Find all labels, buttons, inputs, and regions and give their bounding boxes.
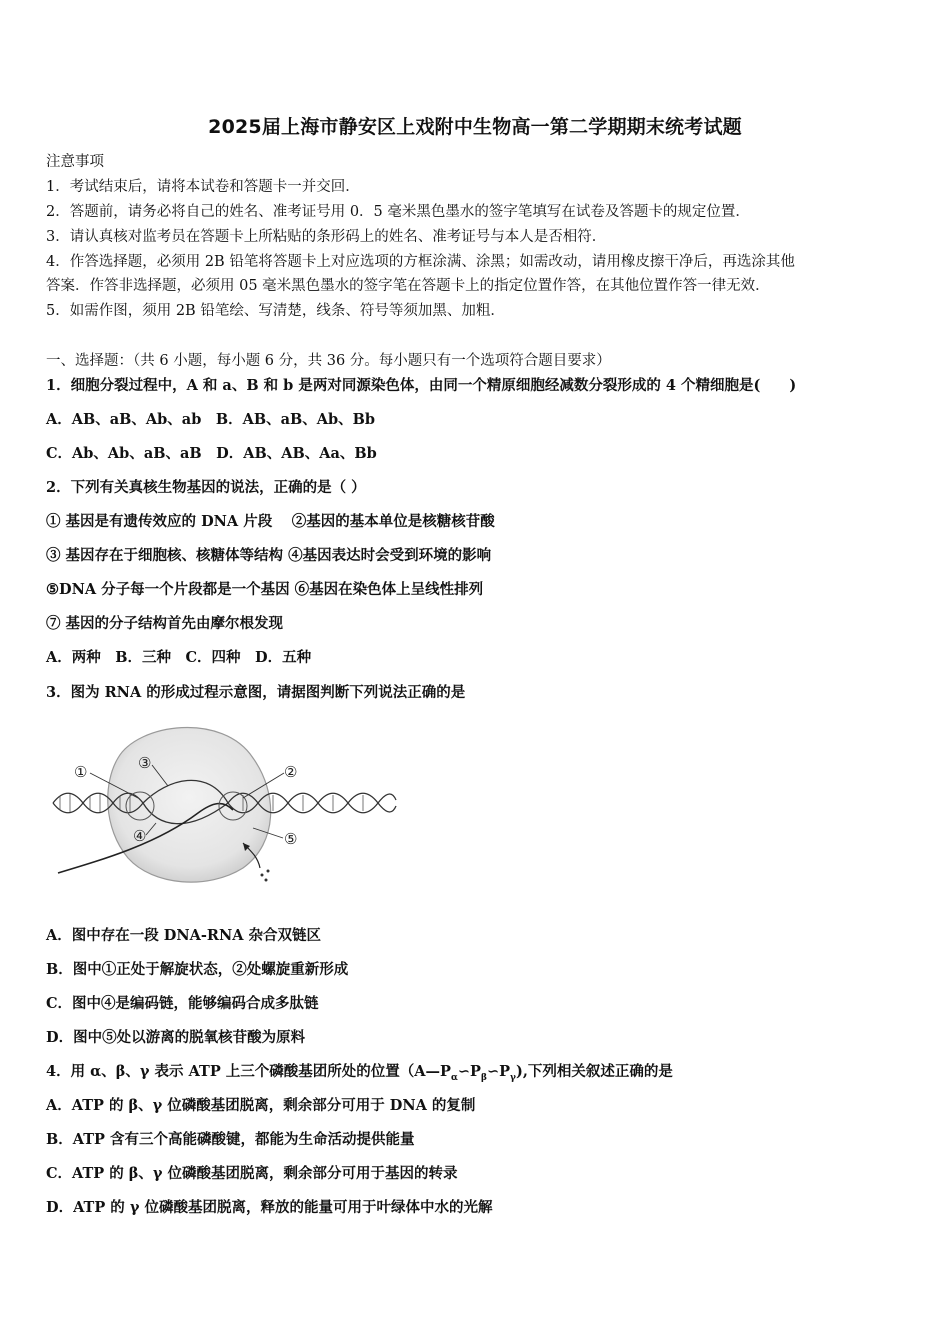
q2-stem: 2．下列有关真核生物基因的说法，正确的是（ ） xyxy=(46,479,366,496)
q4-stem-post: ),下列相关叙述正确的是 xyxy=(515,1063,673,1080)
label-1: ① xyxy=(74,763,88,781)
q1-options-cd: C．Ab、Ab、aB、aB D．AB、AB、Aa、Bb xyxy=(46,445,377,462)
q4-option-b: B．ATP 含有三个高能磷酸键，都能为生命活动提供能量 xyxy=(46,1131,415,1148)
q4-sym-1: ∽P xyxy=(457,1063,481,1080)
label-4: ④ xyxy=(133,827,147,845)
q4-sym-2: ∽P xyxy=(486,1063,510,1080)
q4-option-d: D．ATP 的 γ 位磷酸基团脱离，释放的能量可用于叶绿体中水的光解 xyxy=(46,1199,493,1216)
q4-sub-beta: β xyxy=(480,1072,487,1083)
label-3: ③ xyxy=(138,754,152,772)
q3-stem: 3．图为 RNA 的形成过程示意图，请据图判断下列说法正确的是 xyxy=(46,684,466,701)
notice-heading: 注意事项 xyxy=(46,154,104,170)
rna-polymerase-shape xyxy=(108,727,271,882)
q4-option-a: A．ATP 的 β、γ 位磷酸基团脱离，剩余部分可用于 DNA 的复制 xyxy=(46,1097,476,1114)
free-nucleotides xyxy=(261,870,270,882)
label-2: ② xyxy=(284,763,298,781)
notice-item-3: 3．请认真核对监考员在答题卡上所粘贴的条形码上的姓名、准考证号与本人是否相符． xyxy=(46,229,607,245)
q4-sub-gamma: γ xyxy=(510,1072,516,1083)
label-5: ⑤ xyxy=(284,830,298,848)
q3-option-b: B．图中①正处于解旋状态，②处螺旋重新形成 xyxy=(46,961,349,978)
transcription-diagram xyxy=(48,718,398,890)
q2-statement-4: ⑦ 基因的分子结构首先由摩尔根发现 xyxy=(46,615,284,632)
notice-item-4: 4．作答选择题，必须用 2B 铅笔将答题卡上对应选项的方框涂满、涂黑；如需改动，请用橡皮擦干净后，再选涂其他 xyxy=(46,254,795,270)
q4-option-c: C．ATP 的 β、γ 位磷酸基团脱离，剩余部分可用于基因的转录 xyxy=(46,1165,458,1182)
q4-sub-alpha: α xyxy=(450,1072,458,1083)
q3-option-a: A．图中存在一段 DNA-RNA 杂合双链区 xyxy=(46,927,321,944)
notice-item-1: 1．考试结束后，请将本试卷和答题卡一并交回． xyxy=(46,179,360,195)
q4-stem xyxy=(46,1062,916,1088)
section-heading: 一、选择题：（共 6 小题，每小题 6 分，共 36 分。每小题只有一个选项符合题目要求） xyxy=(46,353,611,369)
q4-stem-pre: 4．用 α、β、γ 表示 ATP 上三个磷酸基团所处的位置（A—P xyxy=(46,1063,451,1080)
q1-stem: 1．细胞分裂过程中，A 和 a、B 和 b 是两对同源染色体，由同一个精原细胞经减数分裂形成的 4 个精细胞是( ) xyxy=(46,377,797,394)
q2-statement-3: ⑤DNA 分子每一个片段都是一个基因 ⑥基因在染色体上呈线性排列 xyxy=(46,581,484,598)
notice-item-5: 5．如需作图，须用 2B 铅笔绘、写清楚，线条、符号等须加黑、加粗． xyxy=(46,303,505,319)
notice-item-4-cont: 答案．作答非选择题，必须用 05 毫米黑色墨水的签字笔在答题卡上的指定位置作答，在其他位置作答一律无效． xyxy=(46,278,770,294)
q2-statement-2: ③ 基因存在于细胞核、核糖体等结构 ④基因表达时会受到环境的影响 xyxy=(46,547,492,564)
q3-option-c: C．图中④是编码链，能够编码合成多肽链 xyxy=(46,995,319,1012)
q2-options: A．两种 B．三种 C．四种 D．五种 xyxy=(46,649,312,666)
notice-item-2: 2．答题前，请务必将自己的姓名、准考证号用 0．5 毫米黑色墨水的签字笔填写在试卷及答题卡的规定位置． xyxy=(46,204,750,220)
page-title: 2025届上海市静安区上戏附中生物高一第二学期期末统考试题 xyxy=(208,116,742,138)
q3-option-d: D．图中⑤处以游离的脱氧核苷酸为原料 xyxy=(46,1029,306,1046)
q1-options-ab: A．AB、aB、Ab、ab B．AB、aB、Ab、Bb xyxy=(46,411,376,428)
q2-statement-1: ① 基因是有遗传效应的 DNA 片段 ②基因的基本单位是核糖核苷酸 xyxy=(46,513,495,530)
